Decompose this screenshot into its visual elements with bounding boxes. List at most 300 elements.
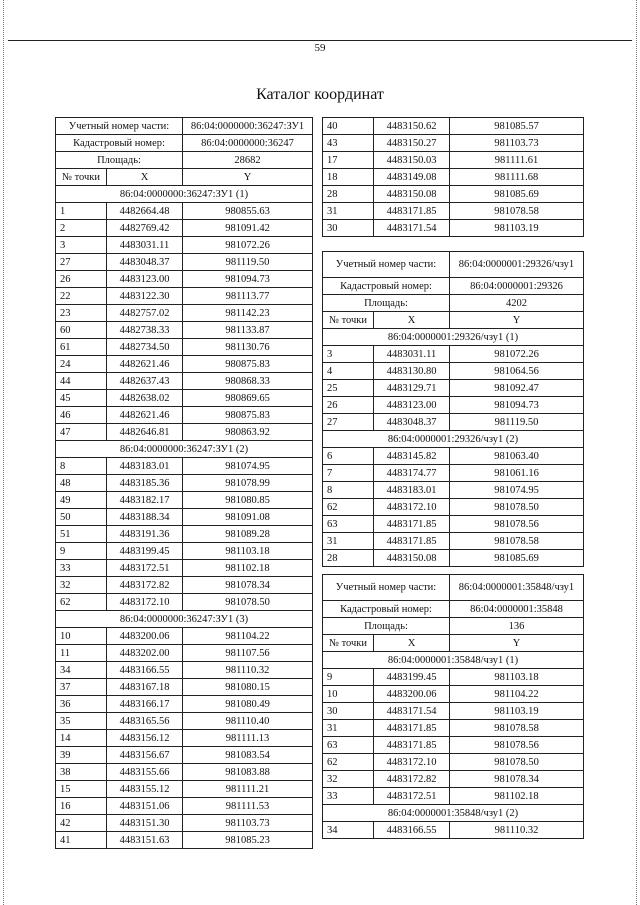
x-coordinate: 4483048.37 [107,254,183,271]
point-number: 42 [56,815,107,832]
table-row [56,594,313,611]
y-coordinate: 981119.50 [183,254,313,271]
area-value: 28682 [183,152,313,169]
point-number: 9 [56,543,107,560]
table-row [56,390,313,407]
account-number-row [323,575,584,601]
table-row [56,475,313,492]
table-row [56,662,313,679]
table-row [56,237,313,254]
point-number: 31 [323,533,374,550]
x-coordinate: 4483123.00 [374,397,450,414]
x-coordinate: 4483129.71 [374,380,450,397]
area-row [323,295,584,312]
point-number: 37 [56,679,107,696]
scan-edge-right [634,0,637,905]
y-coordinate: 981078.50 [183,594,313,611]
point-no-header: № точки [323,635,374,652]
y-coordinate: 981085.57 [450,118,584,135]
x-coordinate: 4483183.01 [107,458,183,475]
point-number: 11 [56,645,107,662]
table-row [56,458,313,475]
x-coordinate: 4483171.54 [374,703,450,720]
table-row [56,509,313,526]
x-coordinate: 4483172.10 [374,499,450,516]
x-coordinate: 4483151.30 [107,815,183,832]
section-title-row [56,186,313,203]
section-title-row [323,431,584,448]
x-coordinate: 4483122.30 [107,288,183,305]
point-number: 33 [323,788,374,805]
table-row [56,781,313,798]
table-row [56,832,313,849]
table-row [56,271,313,288]
y-coordinate: 981110.32 [450,822,584,839]
y-coordinate: 981083.88 [183,764,313,781]
x-coordinate: 4483166.17 [107,696,183,713]
point-number: 8 [56,458,107,475]
point-number: 39 [56,747,107,764]
y-header: Y [450,635,584,652]
table-row [56,645,313,662]
x-coordinate: 4483172.10 [107,594,183,611]
point-number: 2 [56,220,107,237]
table-row [56,220,313,237]
section-title-row [323,652,584,669]
x-coordinate: 4483171.85 [374,720,450,737]
section-title: 86:04:0000001:29326/чзу1 (2) [323,431,584,448]
x-coordinate: 4483150.08 [374,550,450,567]
table-row [56,798,313,815]
y-coordinate: 981111.61 [450,152,584,169]
x-coordinate: 4483149.08 [374,169,450,186]
x-coordinate: 4483150.03 [374,152,450,169]
point-number: 28 [323,186,374,203]
point-number: 23 [56,305,107,322]
point-number: 32 [56,577,107,594]
x-coordinate: 4483200.06 [107,628,183,645]
area-label: Площадь: [323,295,450,312]
y-coordinate: 980863.92 [183,424,313,441]
y-coordinate: 981078.58 [450,203,584,220]
table-row [56,373,313,390]
table-row [323,220,584,237]
point-number: 41 [56,832,107,849]
x-coordinate: 4483182.17 [107,492,183,509]
point-number: 1 [56,203,107,220]
point-number: 9 [323,669,374,686]
area-value: 136 [450,618,584,635]
x-coordinate: 4483150.08 [374,186,450,203]
x-coordinate: 4483166.55 [107,662,183,679]
point-number: 31 [323,720,374,737]
y-coordinate: 981119.50 [450,414,584,431]
table-row [323,482,584,499]
x-coordinate: 4483202.00 [107,645,183,662]
y-coordinate: 981104.22 [450,686,584,703]
x-coordinate: 4483031.11 [374,346,450,363]
section-title: 86:04:0000000:36247:ЗУ1 (1) [56,186,313,203]
section-title-row [56,441,313,458]
table-row [56,424,313,441]
table-row [323,499,584,516]
x-coordinate: 4483200.06 [374,686,450,703]
y-coordinate: 981078.50 [450,499,584,516]
y-coordinate: 981113.77 [183,288,313,305]
table-row [56,407,313,424]
cadastral-number-row [56,135,313,152]
point-no-header: № точки [56,169,107,186]
x-coordinate: 4483172.82 [107,577,183,594]
x-coordinate: 4482738.33 [107,322,183,339]
coordinate-table-35848 [322,574,583,839]
point-number: 15 [56,781,107,798]
area-value: 4202 [450,295,584,312]
y-coordinate: 980875.83 [183,407,313,424]
y-coordinate: 980868.33 [183,373,313,390]
y-coordinate: 981091.08 [183,509,313,526]
point-number: 7 [323,465,374,482]
area-label: Площадь: [323,618,450,635]
area-row [323,618,584,635]
x-coordinate: 4483155.66 [107,764,183,781]
section-title-row [323,329,584,346]
point-number: 40 [323,118,374,135]
table-row [323,771,584,788]
x-coordinate: 4482646.81 [107,424,183,441]
point-number: 46 [56,407,107,424]
x-coordinate: 4483172.82 [374,771,450,788]
y-coordinate: 980855.63 [183,203,313,220]
table-row [323,516,584,533]
table-row [323,380,584,397]
column-header-row [323,635,584,652]
x-coordinate: 4483171.85 [374,516,450,533]
y-coordinate: 981110.32 [183,662,313,679]
account-number-value: 86:04:0000001:35848/чзу1 [450,575,584,601]
x-header: X [374,312,450,329]
cadastral-number-value: 86:04:0000000:36247 [183,135,313,152]
account-number-row [323,252,584,278]
y-coordinate: 981107.56 [183,645,313,662]
point-number: 34 [323,822,374,839]
x-coordinate: 4482664.48 [107,203,183,220]
table-row [56,526,313,543]
y-coordinate: 981092.47 [450,380,584,397]
y-coordinate: 981133.87 [183,322,313,339]
point-number: 14 [56,730,107,747]
y-coordinate: 981130.76 [183,339,313,356]
cadastral-number-row [323,278,584,295]
x-coordinate: 4483130.80 [374,363,450,380]
point-number: 10 [323,686,374,703]
point-number: 60 [56,322,107,339]
table-row [323,533,584,550]
x-coordinate: 4483150.27 [374,135,450,152]
coordinate-table-left [55,117,312,849]
x-coordinate: 4483171.85 [374,203,450,220]
page-title: Каталог координат [256,86,384,103]
table-row [323,186,584,203]
table-row [56,730,313,747]
x-coordinate: 4483155.12 [107,781,183,798]
y-coordinate: 981094.73 [183,271,313,288]
table-row [323,754,584,771]
x-coordinate: 4483171.54 [374,220,450,237]
table-row [56,577,313,594]
y-coordinate: 981094.73 [450,397,584,414]
section-title: 86:04:0000000:36247:ЗУ1 (3) [56,611,313,628]
y-coordinate: 981078.99 [183,475,313,492]
point-number: 16 [56,798,107,815]
x-coordinate: 4483185.36 [107,475,183,492]
x-coordinate: 4483031.11 [107,237,183,254]
x-coordinate: 4483174.77 [374,465,450,482]
y-coordinate: 981078.34 [450,771,584,788]
section-title: 86:04:0000001:29326/чзу1 (1) [323,329,584,346]
x-header: X [107,169,183,186]
column-header-row [323,312,584,329]
x-coordinate: 4483145.82 [374,448,450,465]
table-row [323,414,584,431]
cadastral-number-label: Кадастровый номер: [323,278,450,295]
point-number: 3 [56,237,107,254]
table-row [323,737,584,754]
x-coordinate: 4483172.51 [374,788,450,805]
y-coordinate: 981072.26 [183,237,313,254]
table-row [323,465,584,482]
x-coordinate: 4483199.45 [374,669,450,686]
y-coordinate: 981080.85 [183,492,313,509]
point-number: 27 [56,254,107,271]
y-coordinate: 981078.56 [450,516,584,533]
x-coordinate: 4483171.85 [374,737,450,754]
point-number: 36 [56,696,107,713]
section-title-row [323,805,584,822]
x-coordinate: 4483191.36 [107,526,183,543]
table-row [323,203,584,220]
y-coordinate: 981078.34 [183,577,313,594]
x-coordinate: 4483171.85 [374,533,450,550]
point-number: 63 [323,516,374,533]
point-number: 62 [323,754,374,771]
point-number: 28 [323,550,374,567]
table-row [323,169,584,186]
table-row [56,543,313,560]
y-coordinate: 981061.16 [450,465,584,482]
x-coordinate: 4482757.02 [107,305,183,322]
point-number: 38 [56,764,107,781]
cadastral-number-row [323,601,584,618]
x-coordinate: 4483151.06 [107,798,183,815]
point-number: 30 [323,220,374,237]
y-coordinate: 981085.69 [450,550,584,567]
y-header: Y [450,312,584,329]
y-coordinate: 981080.15 [183,679,313,696]
area-label: Площадь: [56,152,183,169]
column-header-row [56,169,313,186]
y-coordinate: 981110.40 [183,713,313,730]
table-row [323,118,584,135]
y-header: Y [183,169,313,186]
point-number: 17 [323,152,374,169]
y-coordinate: 981063.40 [450,448,584,465]
table-row [323,152,584,169]
table-row [56,339,313,356]
scan-edge-left [3,0,6,905]
table-row [323,669,584,686]
table-row [56,305,313,322]
x-coordinate: 4482621.46 [107,356,183,373]
cadastral-number-label: Кадастровый номер: [323,601,450,618]
section-title: 86:04:0000001:35848/чзу1 (2) [323,805,584,822]
x-coordinate: 4482769.42 [107,220,183,237]
y-coordinate: 981103.73 [183,815,313,832]
cadastral-number-value: 86:04:0000001:29326 [450,278,584,295]
y-coordinate: 981103.18 [450,669,584,686]
table-row [56,696,313,713]
x-coordinate: 4483151.63 [107,832,183,849]
x-coordinate: 4483172.10 [374,754,450,771]
y-coordinate: 980875.83 [183,356,313,373]
account-number-label: Учетный номер части: [323,575,450,601]
y-coordinate: 981103.19 [450,703,584,720]
point-number: 34 [56,662,107,679]
point-number: 26 [323,397,374,414]
point-number: 4 [323,363,374,380]
y-coordinate: 981103.18 [183,543,313,560]
table-row [56,203,313,220]
x-coordinate: 4483150.62 [374,118,450,135]
point-number: 62 [323,499,374,516]
account-number-label: Учетный номер части: [323,252,450,278]
point-number: 62 [56,594,107,611]
y-coordinate: 981085.69 [450,186,584,203]
table-row [323,788,584,805]
y-coordinate: 981111.13 [183,730,313,747]
cadastral-number-label: Кадастровый номер: [56,135,183,152]
table-row [56,254,313,271]
table-row [56,492,313,509]
y-coordinate: 981091.42 [183,220,313,237]
point-number: 31 [323,203,374,220]
y-coordinate: 981104.22 [183,628,313,645]
point-number: 22 [56,288,107,305]
y-coordinate: 981078.58 [450,533,584,550]
section-title-row [56,611,313,628]
y-coordinate: 981089.28 [183,526,313,543]
y-coordinate: 981111.68 [450,169,584,186]
table-row [56,356,313,373]
account-number-label: Учетный номер части: [56,118,183,135]
x-coordinate: 4482638.02 [107,390,183,407]
x-coordinate: 4483156.12 [107,730,183,747]
point-number: 49 [56,492,107,509]
coordinate-table-continuation [322,117,583,237]
y-coordinate: 981078.56 [450,737,584,754]
cadastral-number-value: 86:04:0000001:35848 [450,601,584,618]
point-number: 18 [323,169,374,186]
section-title: 86:04:0000001:35848/чзу1 (1) [323,652,584,669]
y-coordinate: 981111.21 [183,781,313,798]
table-row [56,679,313,696]
table-row [56,747,313,764]
point-number: 26 [56,271,107,288]
point-number: 43 [323,135,374,152]
point-number: 10 [56,628,107,645]
point-number: 8 [323,482,374,499]
y-coordinate: 981142.23 [183,305,313,322]
x-coordinate: 4483183.01 [374,482,450,499]
table-row [323,822,584,839]
area-row [56,152,313,169]
table-row [323,720,584,737]
table-row [56,322,313,339]
point-number: 44 [56,373,107,390]
y-coordinate: 981111.53 [183,798,313,815]
account-number-value: 86:04:0000001:29326/чзу1 [450,252,584,278]
y-coordinate: 981083.54 [183,747,313,764]
header-rule [8,40,632,41]
point-number: 35 [56,713,107,730]
point-number: 47 [56,424,107,441]
y-coordinate: 980869.65 [183,390,313,407]
y-coordinate: 981074.95 [183,458,313,475]
table-row [56,288,313,305]
point-number: 33 [56,560,107,577]
table-row [323,448,584,465]
y-coordinate: 981103.73 [450,135,584,152]
y-coordinate: 981085.23 [183,832,313,849]
x-coordinate: 4483165.56 [107,713,183,730]
x-coordinate: 4483188.34 [107,509,183,526]
point-number: 30 [323,703,374,720]
x-coordinate: 4483167.18 [107,679,183,696]
x-coordinate: 4483048.37 [374,414,450,431]
y-coordinate: 981072.26 [450,346,584,363]
table-row [323,346,584,363]
point-number: 61 [56,339,107,356]
table-row [56,713,313,730]
table-row [323,703,584,720]
table-row [323,397,584,414]
y-coordinate: 981080.49 [183,696,313,713]
y-coordinate: 981064.56 [450,363,584,380]
table-row [56,815,313,832]
point-number: 51 [56,526,107,543]
section-title: 86:04:0000000:36247:ЗУ1 (2) [56,441,313,458]
page-number: 59 [314,42,326,54]
y-coordinate: 981102.18 [183,560,313,577]
x-coordinate: 4482637.43 [107,373,183,390]
point-number: 63 [323,737,374,754]
y-coordinate: 981078.50 [450,754,584,771]
point-number: 48 [56,475,107,492]
point-number: 27 [323,414,374,431]
x-header: X [374,635,450,652]
point-number: 6 [323,448,374,465]
x-coordinate: 4482621.46 [107,407,183,424]
y-coordinate: 981102.18 [450,788,584,805]
y-coordinate: 981074.95 [450,482,584,499]
point-number: 3 [323,346,374,363]
table-row [56,628,313,645]
point-number: 32 [323,771,374,788]
table-row [323,686,584,703]
table-row [323,135,584,152]
y-coordinate: 981078.58 [450,720,584,737]
x-coordinate: 4483172.51 [107,560,183,577]
